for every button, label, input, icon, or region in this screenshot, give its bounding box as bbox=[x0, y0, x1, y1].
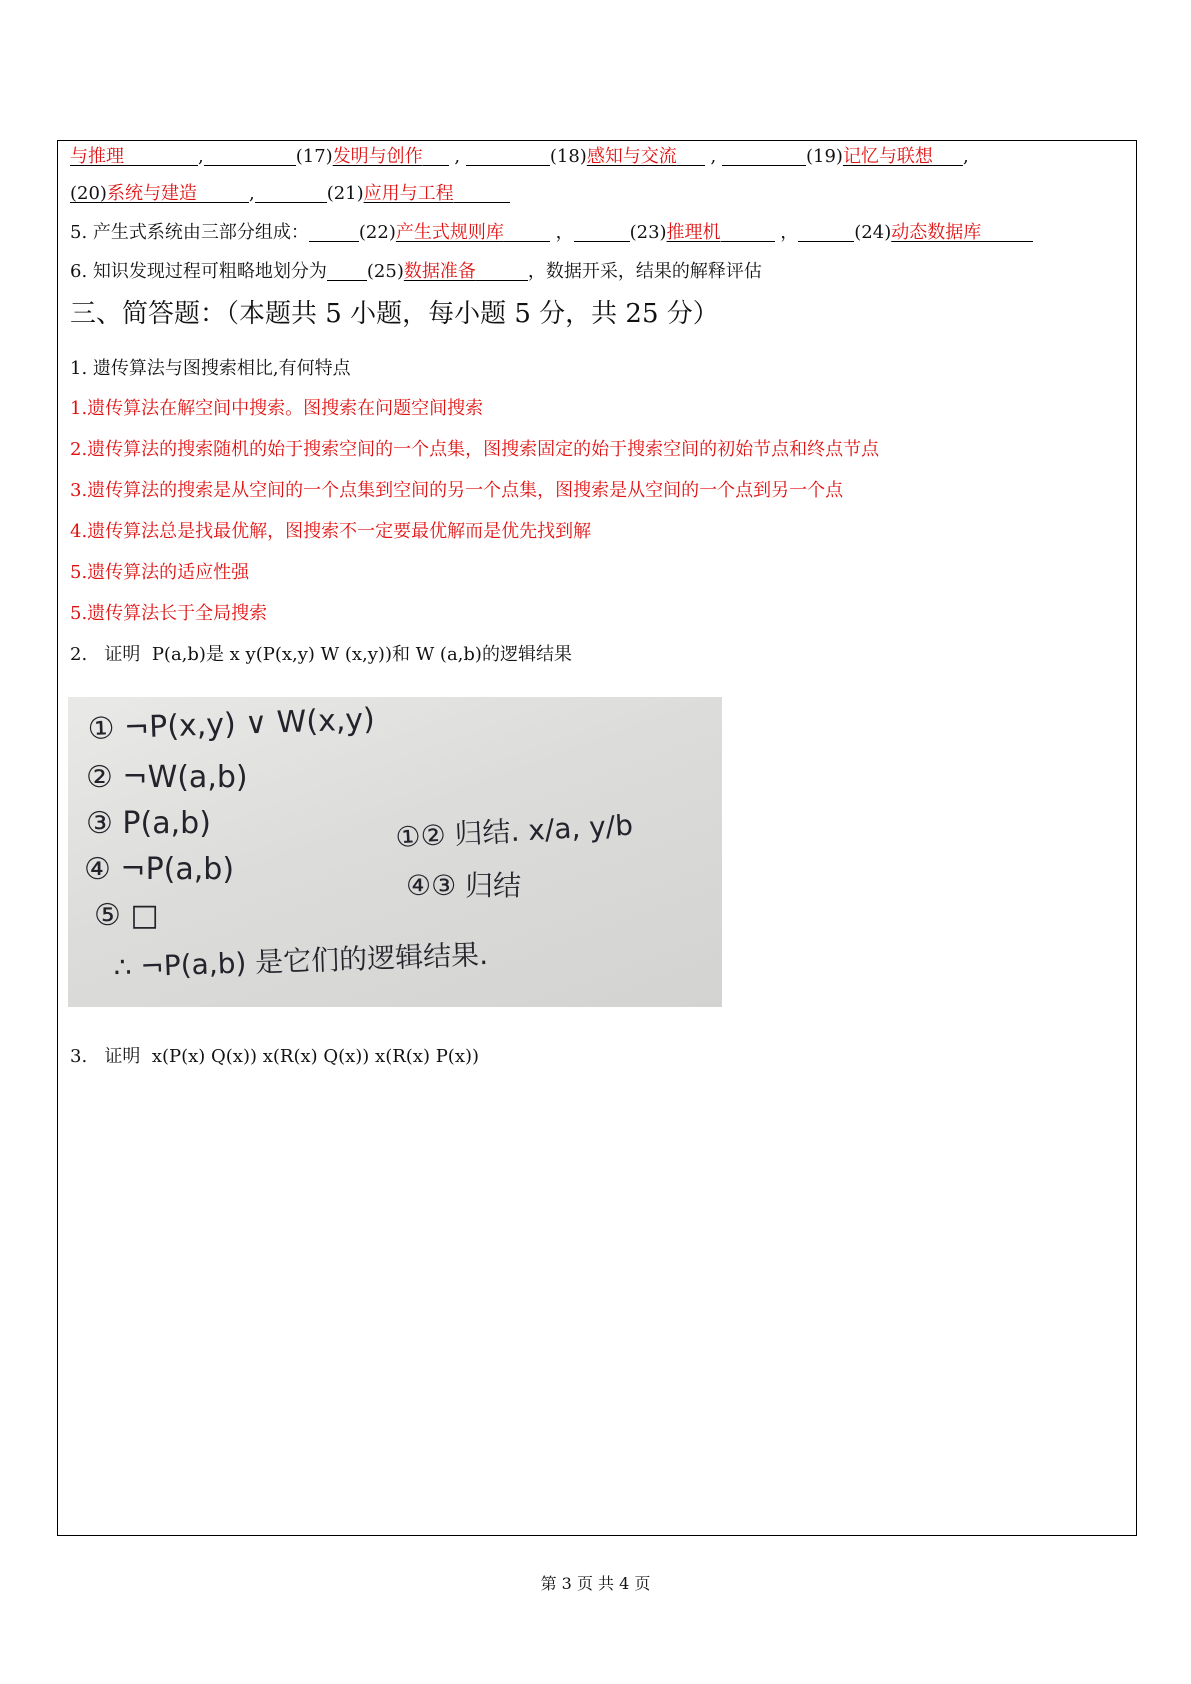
question-6-text: 6. 知识发现过程可粗略地划分为 bbox=[70, 261, 327, 282]
handwritten-proof-photo bbox=[68, 697, 722, 1007]
exam-frame bbox=[57, 140, 1137, 1536]
question-6-rest: ，数据开采，结果的解释评估 bbox=[527, 261, 762, 282]
hw-conclusion: ∴ ¬P(a,b) 是它们的逻辑结果. bbox=[113, 937, 489, 984]
hw-line-4: ④ ¬P(a,b) bbox=[84, 852, 235, 887]
question-5-text: 5. 产生式系统由三部分组成： bbox=[70, 222, 309, 243]
blank-num-20: (20) bbox=[70, 183, 107, 204]
blank-num-18: (18) bbox=[549, 146, 587, 167]
blank-num-23: (23) bbox=[629, 222, 667, 243]
answer-18: 感知与交流 bbox=[586, 146, 677, 167]
short1-answer-4: 4.遗传算法总是找最优解，图搜索不一定要最优解而是优先找到解 bbox=[70, 521, 592, 542]
short-question-1: 1. 遗传算法与图搜索相比,有何特点 bbox=[70, 358, 351, 379]
hw-right-2: ④③ 归结 bbox=[406, 869, 522, 902]
answer-25: 数据准备 bbox=[403, 261, 476, 282]
hw-right-1: ①② 归结. x/a, y/b bbox=[394, 808, 634, 854]
short-question-2-formula: P(a,b)是 x y(P(x,y) W (x,y))和 W (a,b)的逻辑结果 bbox=[151, 644, 572, 665]
blank-num-25: (25) bbox=[366, 261, 404, 282]
hw-line-2: ② ¬W(a,b) bbox=[86, 760, 248, 795]
hw-line-3: ③ P(a,b) bbox=[86, 806, 211, 841]
question-6 bbox=[70, 260, 1128, 284]
answer-23: 推理机 bbox=[666, 222, 721, 243]
short-question-3-label: 证明 bbox=[104, 1046, 141, 1067]
short-question-2 bbox=[70, 643, 1128, 667]
fill-row-2: (20)系统与建造 , (21)应用与工程 bbox=[70, 182, 1128, 206]
answer-21: 应用与工程 bbox=[363, 183, 454, 204]
short-question-3-formula: x(P(x) Q(x)) x(R(x) Q(x)) x(R(x) P(x)) bbox=[151, 1046, 480, 1067]
blank-num-19: (19) bbox=[805, 146, 843, 167]
short1-answer-6: 5.遗传算法长于全局搜索 bbox=[70, 603, 268, 624]
fill-row-1: 与推理 , (17)发明与创作 , (18)感知与交流 , (19)记忆与联想 , bbox=[70, 146, 969, 167]
answer-16: 与推理 bbox=[70, 146, 124, 167]
short1-answer-2: 2.遗传算法的搜索随机的始于搜索空间的一个点集，图搜索固定的始于搜索空间的初始节点和终点节点 bbox=[70, 439, 880, 460]
hw-line-1: ① ¬P(x,y) ∨ W(x,y) bbox=[87, 701, 376, 747]
section-3-title: 三、简答题：（本题共 5 小题，每小题 5 分，共 25 分） bbox=[70, 299, 719, 329]
blank-num-24: (24) bbox=[854, 222, 892, 243]
blank-num-22: (22) bbox=[358, 222, 396, 243]
blank-num-21: (21) bbox=[326, 183, 364, 204]
short-question-3 bbox=[70, 1045, 1128, 1069]
answer-22: 产生式规则库 bbox=[395, 222, 504, 243]
answer-20: 系统与建造 bbox=[106, 183, 197, 204]
answer-19: 记忆与联想 bbox=[842, 146, 933, 167]
short-question-2-num: 2. bbox=[70, 644, 88, 665]
answer-17: 发明与创作 bbox=[332, 146, 423, 167]
short-question-2-label: 证明 bbox=[104, 644, 141, 665]
short1-answer-5: 5.遗传算法的适应性强 bbox=[70, 562, 250, 583]
question-5: 5. 产生式系统由三部分组成： (22)产生式规则库 ， (23)推理机 ， (24)动态数据库 bbox=[70, 221, 1128, 245]
hw-line-5: ⑤ □ bbox=[94, 898, 159, 933]
short-question-3-num: 3. bbox=[70, 1046, 88, 1067]
page-footer: 第 3 页 共 4 页 bbox=[540, 1574, 651, 1593]
answer-24: 动态数据库 bbox=[891, 222, 982, 243]
short1-answer-1: 1.遗传算法在解空间中搜索。图搜索在问题空间搜索 bbox=[70, 398, 484, 419]
blank-num-17: (17) bbox=[295, 146, 333, 167]
short1-answer-3: 3.遗传算法的搜索是从空间的一个点集到空间的另一个点集，图搜索是从空间的一个点到另一个点 bbox=[70, 480, 844, 501]
